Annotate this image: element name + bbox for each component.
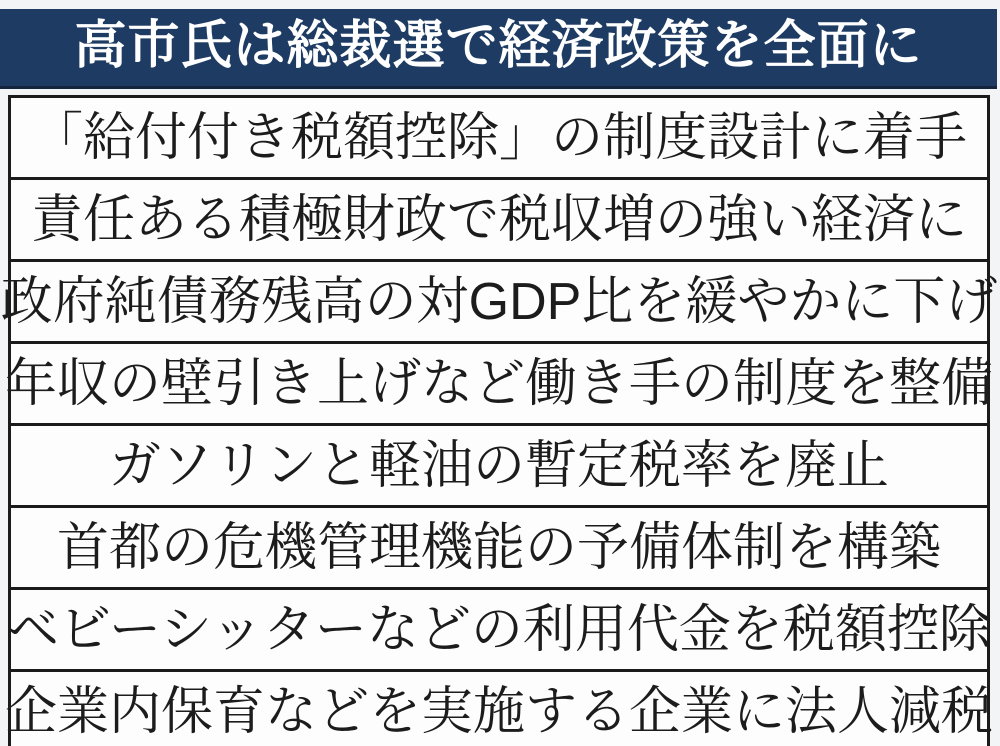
policy-row-text: ベビーシッターなどの利用代金を税額控除 [7,600,991,659]
policy-row [5,669,994,746]
policy-row [8,423,990,508]
title-bar [0,9,997,89]
policy-row-text: 首都の危機管理機能の予備体制を構築 [56,518,941,577]
policy-row-text: 責任ある積極財政で税収増の強い経済に [30,190,967,249]
policy-row [8,587,990,672]
infographic-title: 高市氏は総裁選で経済政策を全面に [74,16,923,75]
policy-row-text: 政府純債務残高の対GDP比を緩やかに下げ [0,272,998,331]
policy-row [0,259,998,344]
policy-row [8,95,990,180]
policy-row-text: 企業内保育などを実施する企業に法人減税 [5,682,994,741]
policy-row-text: 「給付付き税額控除」の制度設計に着手 [30,108,967,167]
policy-list [0,95,998,746]
policy-row [8,177,990,262]
policy-row-text: ガソリンと軽油の暫定税率を廃止 [108,436,889,495]
infographic [0,9,1000,746]
policy-row [5,341,994,426]
policy-row-text: 年収の壁引き上げなど働き手の制度を整備 [5,354,994,413]
policy-row [8,505,990,590]
